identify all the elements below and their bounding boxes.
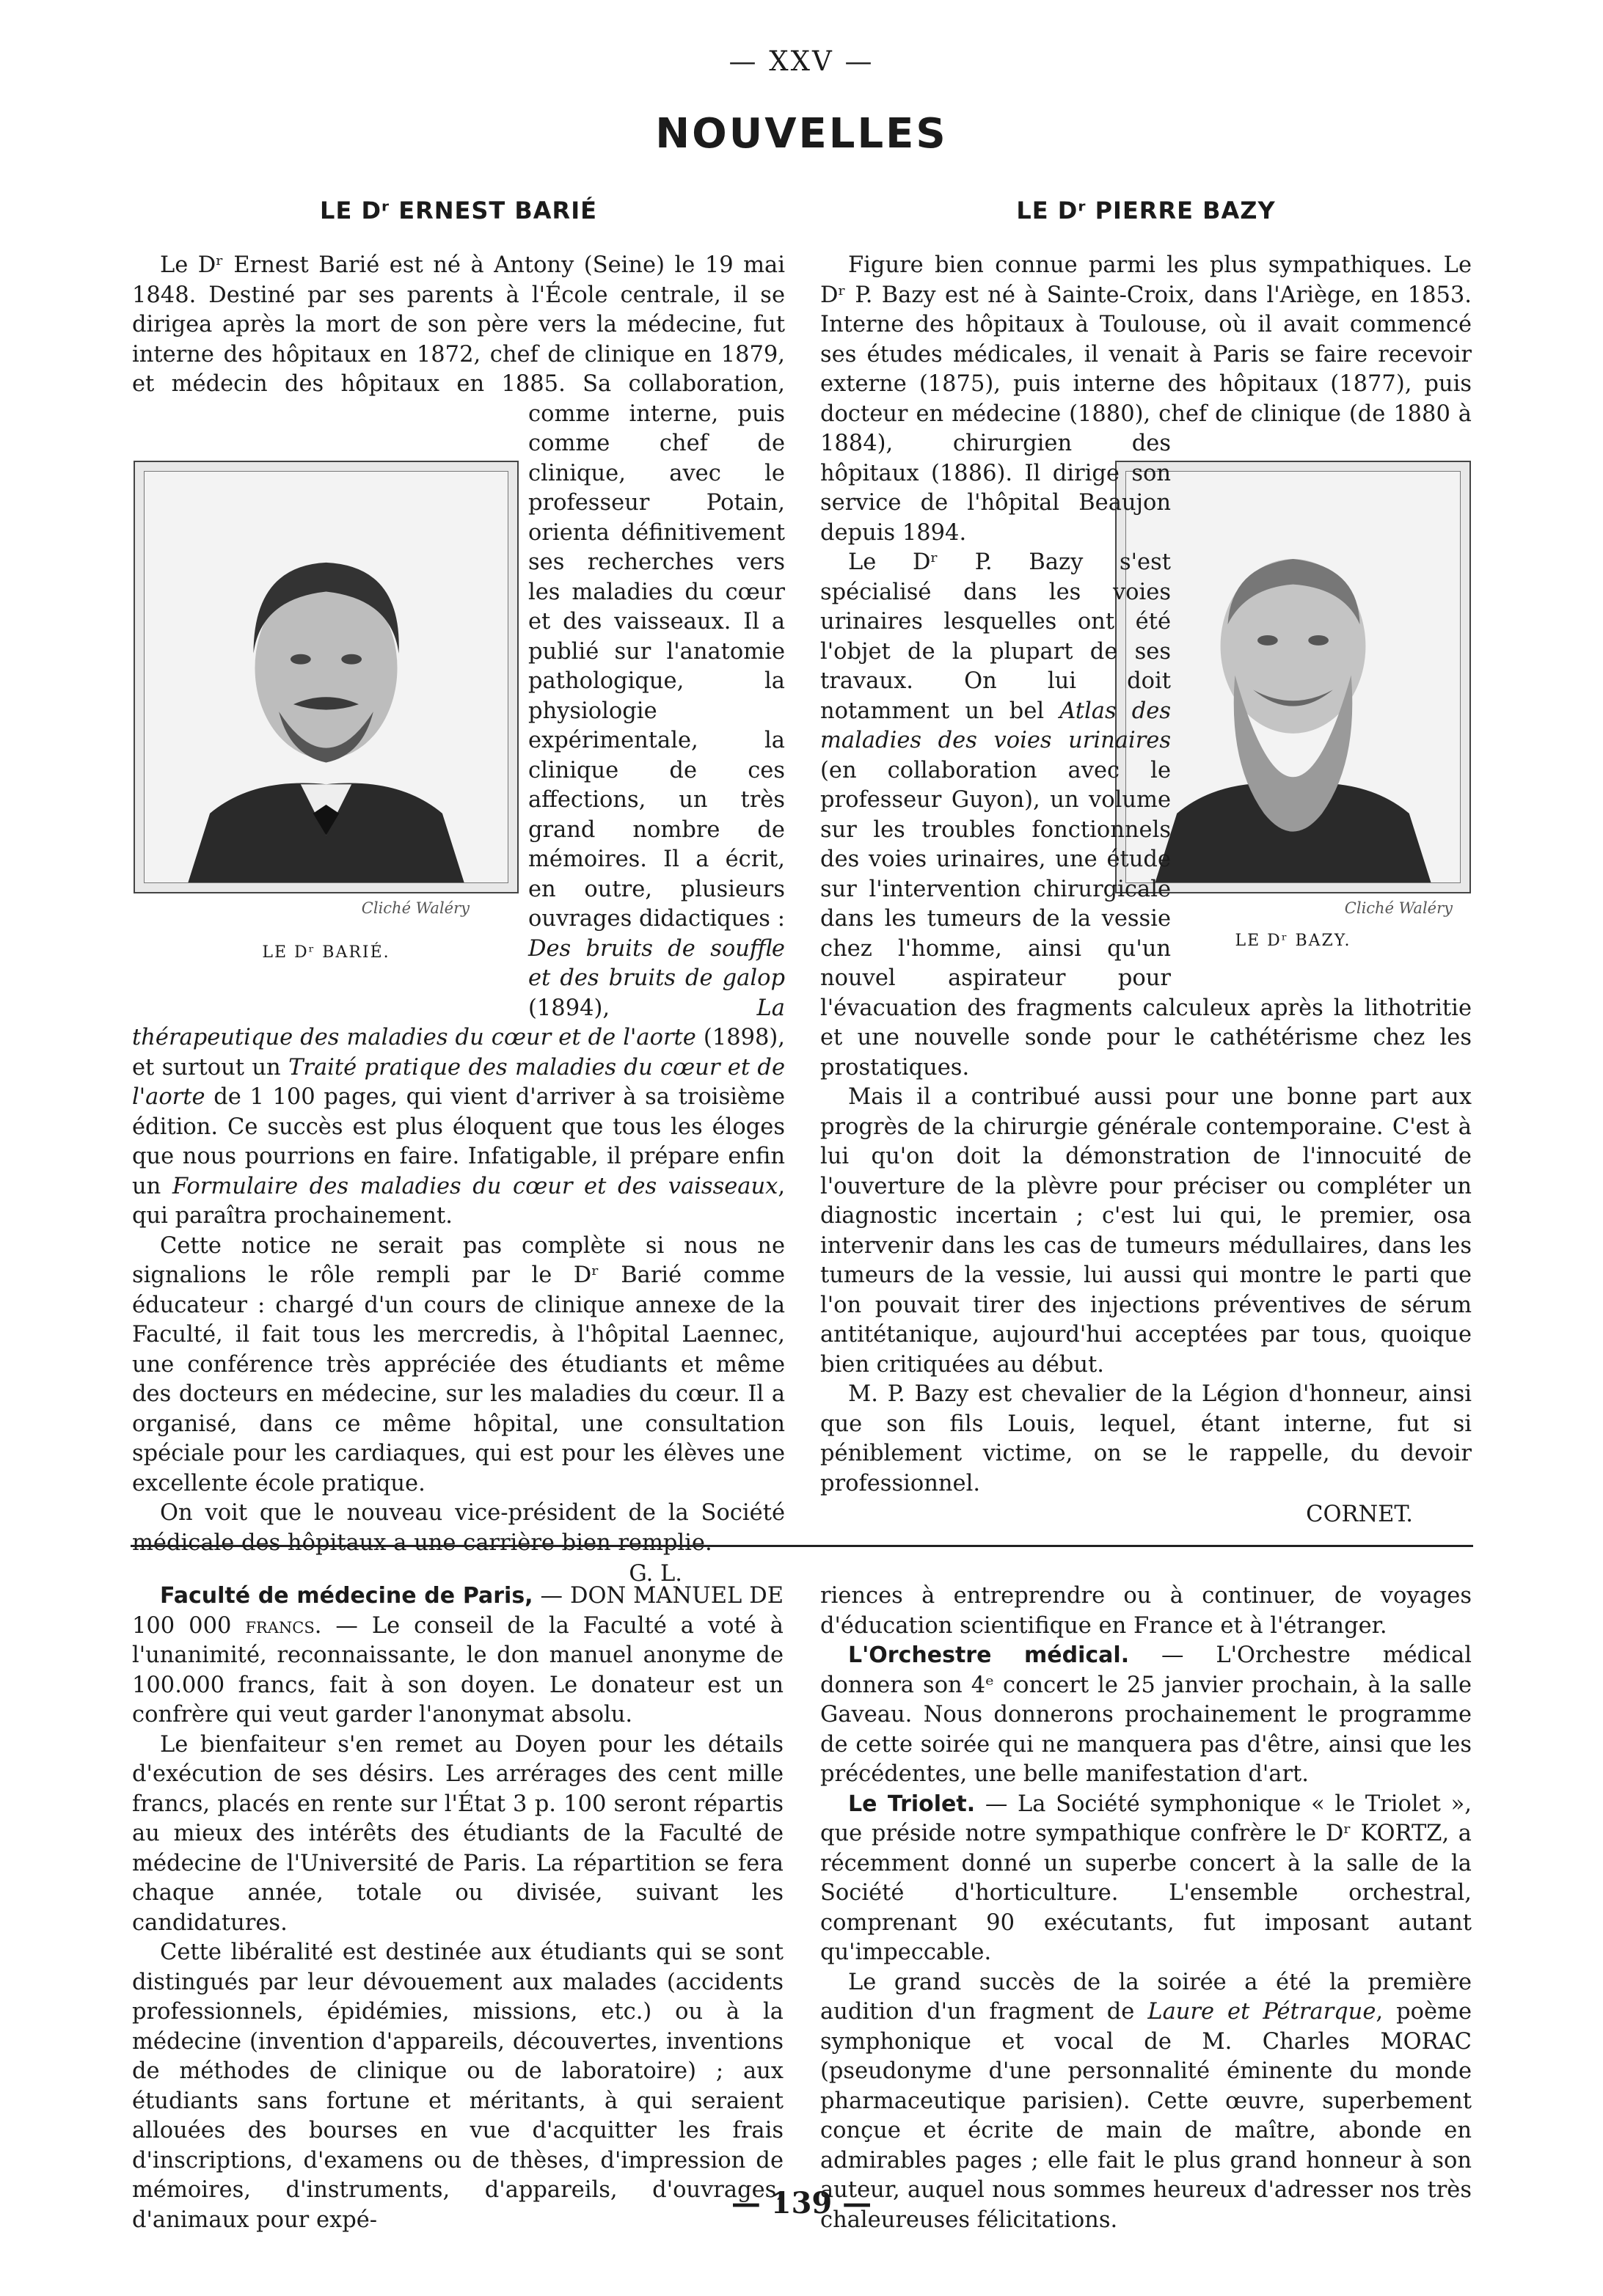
barie-signature: G. L.	[629, 1561, 682, 1587]
news-triolet-heading: Le Triolet.	[848, 1791, 976, 1817]
article-right-body	[820, 251, 1472, 1530]
news-faculte-heading: Faculté de médecine de Paris,	[160, 1583, 533, 1609]
news-morac-work: Laure et Pétrarque	[1147, 1999, 1376, 2025]
page-folio: — XXV —	[729, 45, 874, 77]
news-faculte-subhead: DON MANUEL DE 100 000 francs.	[132, 1583, 784, 1639]
barie-p2: Cette notice ne serait pas complète si nous ne signalions le rôle rempli par le Dʳ Barié comme éducateur : chargé d'un cours de clinique annexe de la Faculté, il fait tous les mercredis, à l'hôpital Laennec, une conférence très appréciée des étudiants et même des docteurs en médecine, sur les maladies du cœur. Il a organisé, dans ce même hôpital, une consultation spéciale pour les cardiaques, qui est pour les élèves une excellente école pratique.	[132, 1232, 785, 1496]
bazy-signature: CORNET.	[1306, 1502, 1413, 1527]
news-morac-mid: , poème symphonique et vocal de M. Charles	[820, 1999, 1472, 2055]
barie-book-1: Des bruits de souffle et des bruits de galop	[528, 935, 785, 991]
news-morac-text: Le grand succès de la soirée a été la première audition d'un fragment de	[820, 1969, 1472, 2025]
photo-caption-barie: LE Dʳ BARIÉ.	[262, 943, 390, 962]
barie-book-2: La thérapeutique des maladies du cœur et de l'aorte	[132, 995, 785, 1050]
news-triolet-after: , a récemment donné un superbe concert à la salle de la Société d'horticulture. L'ensemble orchestral, comprenant 90 exécutants, fut imposant autant qu'impeccable.	[820, 1821, 1472, 1965]
news-faculte-p3: Cette libéralité est destinée aux étudiants qui se sont distingués par leur dévouement aux malades (accidents professionnels, épidémies, missions, etc.) ou à la médecine (invention d'appareils, découvertes, inventions de méthodes de clinique ou de laboratoire) ; aux étudiants sans fortune et méritants, à qui seraient allouées des bourses en vue d'acquitter les frais d'inscriptions, d'examens ou de thèses, d'impression de mémoires, d'instruments, d'appareils, d'ouvrages, d'animaux pour expé-	[132, 1939, 784, 2233]
bazy-p3: Mais il a contribué aussi pour une bonne part aux progrès de la chirurgie générale contemporaine. C'est à lui qu'on doit la démonstration de l'innocuité de l'ouverture de la plèvre pour préciser ou compléter un diagnostic incertain ; c'est lui qui, le premier, osa intervenir dans les cas de tumeurs médullaires, dans les tumeurs de la vessie, lui aussi qui montre le parti que l'on pouvait tirer des injections préventives de sérum antitétanique, aujourd'hui acceptées par tous, quoique bien critiquées au début.	[820, 1084, 1472, 1378]
photo-credit-bazy: Cliché Waléry	[1344, 899, 1453, 917]
news-morac-after: (pseudonyme d'une personnalité éminente du monde pharmaceutique parisien). Cette œuvre, superbement conçue et écrite de main de maître, abonde en admirables pages ; elle fait le plus grand honneur à son auteur, auquel nous sommes heureux d'adresser nos très chaleureuses félicitations.	[820, 2058, 1472, 2233]
news-triolet-text: — La Société symphonique « le Triolet », que préside notre sympathique confrère le Dʳ	[820, 1791, 1472, 1846]
news-faculte-continued: riences à entreprendre ou à continuer, de voyages d'éducation scientifique en France et à l'étranger.	[820, 1583, 1472, 1639]
article-right-title: LE Dʳ PIERRE BAZY	[1016, 197, 1276, 224]
barie-p1-mid2: (1898), et surtout un	[132, 1025, 786, 1081]
barie-book-4: Formulaire des maladies du cœur et des vaisseaux	[172, 1173, 778, 1199]
news-faculte-dash: —	[533, 1583, 571, 1609]
news-triolet-name: KORTZ	[1360, 1821, 1442, 1846]
bazy-p1: Figure bien connue parmi les plus sympathiques. Le Dʳ P. Bazy est né à Sainte-Croix, dans l'Ariège, en 1853. Interne des hôpitaux à Toulouse, où il avait commencé ses études médicales, il venait à Paris se faire recevoir externe (1875), puis interne des hôpitaux (1877), puis docteur en médecine (1880), chef de clinique (de 1880 à 1884), chirurgien des hôpitaux (1886). Il dirige son service de l'hôpital Beaujon depuis 1894.	[820, 252, 1472, 546]
photo-caption-bazy: LE Dʳ BAZY.	[1235, 932, 1351, 950]
barie-p1-text: Le Dʳ Ernest Barié est né à Antony (Seine) le 19 mai 1848. Destiné par ses parents à l'École centrale, il se dirigea après la mort de son père vers la médecine, fut interne des hôpitaux en 1872, chef de clinique en 1879, et médecin des hôpitaux en 1885. Sa collaboration, comme interne, puis comme chef de clinique, avec le professeur Potain, orienta définitivement ses recherches vers les maladies du cœur et des vaisseaux. Il a publié sur l'anatomie pathologique, la physiologie expérimentale, la clinique de ces affections, un très grand nombre de mémoires. Il a écrit, en outre, plusieurs ouvrages didactiques :	[132, 252, 785, 932]
photo-credit-barie: Cliché Waléry	[361, 899, 470, 917]
bazy-book: Atlas des maladies des voies urinaires	[820, 698, 1171, 753]
news-faculte-p1: — Le conseil de la Faculté a voté à l'unanimité, reconnaissante, le don manuel anonyme de 100.000 francs, fait à son doyen. Le donateur est un confrère qui veut garder l'anonymat absolu.	[132, 1612, 784, 1728]
news-right	[820, 1582, 1472, 2235]
article-left-body	[132, 251, 785, 1590]
bazy-p4: M. P. Bazy est chevalier de la Légion d'honneur, ainsi que son fils Louis, lequel, étant interne, fut si péniblement victime, on se le rappelle, du devoir professionnel.	[820, 1381, 1472, 1496]
news-orchestre-text: — L'Orchestre médical donnera son 4ᵉ concert le 25 janvier prochain, à la salle Gaveau. Nous donnerons prochainement le programme de cette soirée qui ne manquera pas d'être, ainsi que les précédentes, une belle manifestation d'art.	[820, 1642, 1472, 1787]
bazy-p2-text: Le Dʳ P. Bazy s'est spécialisé dans les voies urinaires lesquelles ont été l'objet de la plupart de ses travaux. On lui doit notamment un bel	[820, 549, 1171, 724]
section-title: NOUVELLES	[655, 110, 948, 158]
news-orchestre-heading: L'Orchestre médical.	[848, 1642, 1130, 1668]
news-morac-name: MORAC	[1380, 2028, 1472, 2055]
barie-p1-mid1: (1894),	[528, 995, 757, 1021]
article-left-title: LE Dʳ ERNEST BARIÉ	[320, 197, 597, 224]
bazy-p2-after: (en collaboration avec le professeur Guyon), un volume sur les troubles fonctionnels des voies urinaires, une étude sur l'intervention chirurgicale dans les tumeurs de la vessie chez l'homme, ainsi qu'un nouvel aspirateur pour l'évacuation des fragments calculeux après la lithotritie et une nouvelle sonde pour le cathétérisme chez les prostatiques.	[820, 757, 1472, 1081]
barie-p1-end: , qui paraîtra prochainement.	[132, 1173, 786, 1229]
news-faculte-p2: Le bienfaiteur s'en remet au Doyen pour les détails d'exécution de ses désirs. Les arrérages des cent mille francs, placés en rente sur l'État 3 p. 100 seront répartis au mieux des intérêts des étudiants de la Faculté de médecine de l'Université de Paris. La répartition se fera chaque année, totale ou divisée, suivant les candidatures.	[132, 1731, 784, 1936]
section-rule	[131, 1545, 1473, 1547]
barie-p1-mid3: de 1 100 pages, qui vient d'arriver à sa troisième édition. Ce succès est plus éloquent que tous les éloges que nous pourrions en faire. Infatigable, il prépare enfin un	[132, 1084, 785, 1199]
barie-book-3: Traité pratique des maladies du cœur et de l'aorte	[132, 1054, 785, 1110]
news-left	[132, 1582, 784, 2235]
barie-p3: On voit que le nouveau vice-président de la Société médicale des hôpitaux a une carrière bien remplie.	[132, 1500, 785, 1556]
page-number: — 139 —	[731, 2186, 872, 2220]
